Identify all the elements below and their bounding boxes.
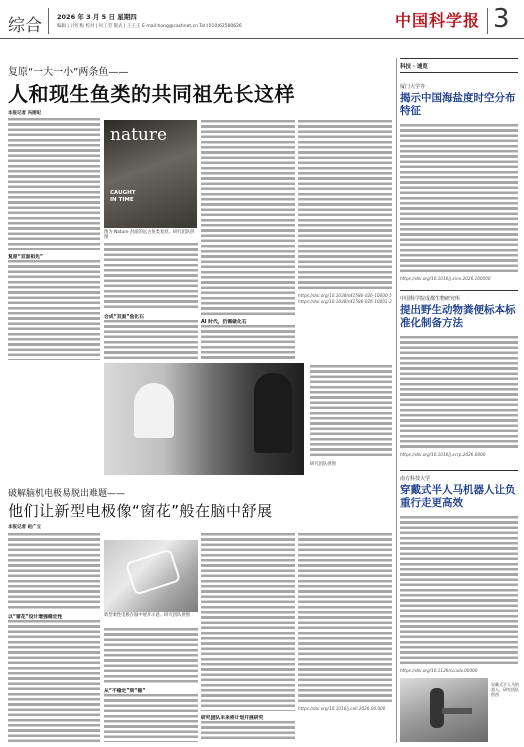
page-number: 3: [493, 4, 510, 34]
divider: [48, 8, 49, 34]
lead-subhead: AI 时代，仍需做化石: [201, 320, 247, 325]
photo-credit: 研究团队供图: [310, 462, 336, 467]
divider: [400, 290, 518, 291]
article-text: [400, 516, 518, 666]
divider: [400, 470, 518, 471]
feature-subhead: 研究团队未来将计划开展研究: [201, 716, 264, 721]
person-figure: [134, 383, 174, 438]
robot-photo: [400, 678, 488, 742]
sidebar-title: 揭示中国海盐度时空分布特征: [400, 92, 516, 117]
dateline: 2026 年 3 月 5 日 星期四: [57, 13, 137, 21]
doi-link[interactable]: https://doi.org/10.1016/j.xcrp.2026.0000: [400, 452, 486, 457]
feature-kicker: 破解脑机电极易脱出难题——: [8, 489, 126, 499]
lead-headline: 人和现生鱼类的共同祖先长这样: [8, 82, 295, 106]
sidebar-title: 提出野生动物粪便标本标准化制备方法: [400, 304, 516, 329]
divider: [487, 8, 488, 34]
feature-subhead: 以“窗花”设计增强稳定性: [8, 615, 63, 620]
article-text: [298, 533, 392, 703]
feature-subhead: 从“不稳定”到“稳”: [104, 689, 146, 694]
newspaper-logo: 中国科学报: [395, 11, 481, 30]
article-text: [201, 325, 295, 360]
feature-byline: 本报记者 赵广立: [8, 525, 42, 530]
sidebar-org: 厦门大学等: [400, 84, 426, 90]
sidebar-title: 穿戴式半人马机器人让负重行走更高效: [400, 484, 516, 509]
article-text: [104, 243, 198, 310]
sidebar-org: 中国科学院成都生物研究所: [400, 296, 461, 302]
article-text: [104, 320, 198, 360]
staff-line: 编辑 | 计红梅 校对 | 何工劳 版式 | 王王王 E-mail:hong@cashnet.cn Tel:(010)62580626: [57, 24, 242, 29]
article-text: [8, 260, 100, 360]
doi-link[interactable]: https://doi.org/10.1016/j.xinn.2026.100000: [400, 276, 491, 281]
article-text: [298, 120, 392, 290]
lead-kicker: 复原“一大一小”两条鱼——: [8, 67, 129, 78]
article-text: [400, 336, 518, 448]
electrode-image: [104, 540, 198, 612]
feature-headline: 他们让新型电极像“窗花”般在脑中舒展: [8, 502, 273, 520]
electrode-shape: [125, 548, 181, 595]
photo-caption: 图为 Nature 封面的远古鱼类复原。研究团队供图: [104, 230, 195, 241]
article-text: [201, 533, 295, 711]
cover-text: CAUGHT IN TIME: [110, 190, 136, 203]
divider: [400, 72, 518, 73]
article-text: [8, 533, 100, 611]
sidebar-org: 南方科技大学: [400, 476, 431, 482]
doi-link[interactable]: https://doi.org/10.1126/sciadv.00000: [400, 668, 478, 673]
column-divider: [396, 58, 397, 743]
divider: [400, 58, 518, 59]
image-caption: 新型柔性电极在脑中展开示意。研究团队供图: [104, 613, 190, 618]
section-name: 综合: [8, 16, 42, 36]
sidebar-header: 科技 · 速览: [400, 64, 428, 70]
article-text: [400, 124, 518, 274]
lead-subhead: 复原“双面祖先”: [8, 255, 44, 260]
article-text: [8, 118, 100, 250]
article-text: [8, 620, 100, 742]
doi-link[interactable]: https://doi.org/10.1016/j.cell.2026.00.000: [298, 706, 386, 711]
lead-byline: 本报记者 冯丽妃: [8, 111, 42, 116]
robot-figure: [442, 708, 472, 714]
doi-link[interactable]: https://doi.org/10.1038/s41586-026-10000-5 https://doi.org/10.1038/s41586-026-10001-2: [298, 293, 392, 304]
robot-caption: 穿戴式半人马机器人。研究团队供图: [491, 682, 519, 697]
nature-cover-image: [104, 120, 197, 228]
article-text: [201, 721, 295, 742]
photo-caption-text: [310, 365, 392, 457]
article-text: [104, 694, 198, 742]
article-text: [201, 120, 295, 315]
magazine-title: nature: [110, 125, 168, 145]
article-text: [104, 628, 198, 684]
researchers-photo: [104, 363, 304, 475]
lead-subhead: 合成“双面”鱼化石: [104, 315, 144, 320]
person-figure: [254, 373, 292, 453]
masthead: [0, 0, 524, 39]
